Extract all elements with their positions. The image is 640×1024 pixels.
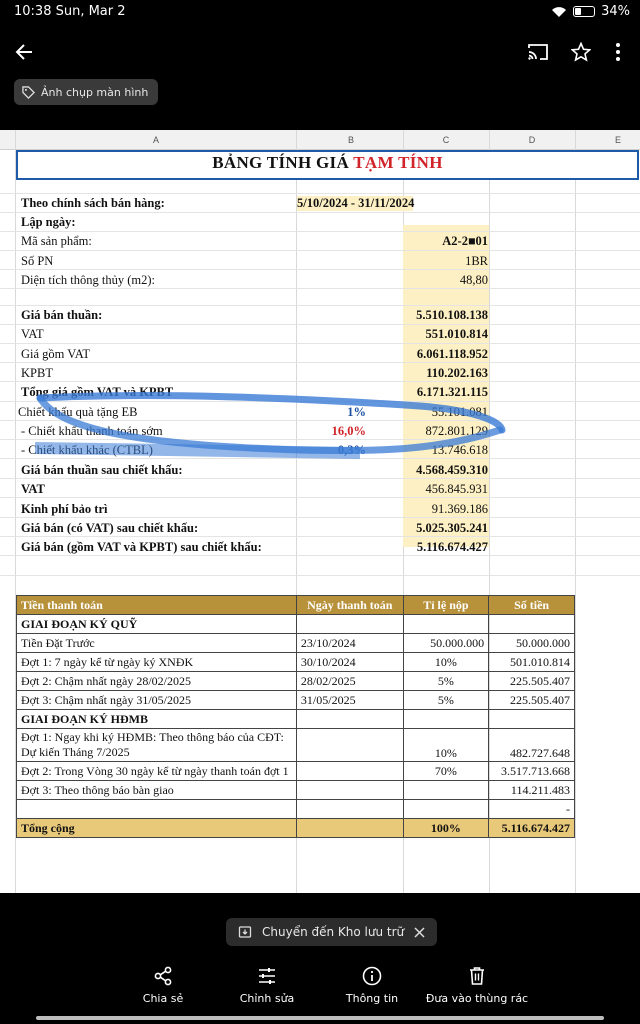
cast-button[interactable]	[524, 38, 552, 66]
status-bar	[0, 0, 640, 26]
phase-deposit-label: GIAI ĐOẠN KÝ QUỸ	[17, 615, 297, 634]
status-time: 10:38 Sun, Mar 2	[14, 4, 126, 19]
table-row	[17, 634, 575, 653]
table-row	[17, 672, 575, 691]
payment-schedule-table	[16, 595, 575, 838]
net-after-discount-label: Giá bán thuần sau chiết khấu:	[21, 463, 183, 477]
payment-date: 28/02/2025	[296, 672, 403, 691]
policy-value: 5/10/2024 - 31/11/2024	[297, 196, 415, 210]
payment-name: Đợt 2: Trong Vòng 30 ngày kể từ ngày thanh toán đợt 1	[17, 762, 297, 781]
maintenance-fee-value: 91.369.186	[431, 502, 488, 516]
payment-date: 23/10/2024	[296, 634, 403, 653]
payment-amount: 482.727.648	[489, 729, 575, 762]
payment-rate: 5%	[403, 691, 489, 710]
bedroom-value: 1BR	[465, 254, 488, 268]
price-vat-after-value: 5.025.305.241	[416, 521, 488, 535]
price-vat-after-label: Giá bán (có VAT) sau chiết khấu:	[21, 521, 199, 535]
other-discount-label: - Chiết khấu khác (CTBL)	[21, 443, 153, 457]
payment-date: 30/10/2024	[296, 653, 403, 672]
bottom-action-bar	[0, 960, 640, 1010]
header-amount: Số tiền	[489, 596, 575, 615]
early-payment-discount-pct: 16,0%	[331, 424, 366, 438]
more-options-button[interactable]	[604, 38, 632, 66]
wifi-icon	[551, 6, 567, 18]
top-app-bar	[0, 30, 640, 74]
area-value: 48,80	[459, 273, 488, 287]
net-after-discount-value: 4.568.459.310	[416, 463, 488, 477]
col-header-c: C	[442, 135, 450, 145]
total-amount: 5.116.674.427	[489, 819, 575, 838]
header-payment: Tiền thanh toán	[17, 596, 297, 615]
table-row	[17, 653, 575, 672]
early-payment-discount-label: - Chiết khấu thanh toán sớm	[21, 424, 163, 438]
table-row	[17, 729, 575, 762]
table-header-row	[17, 596, 575, 615]
payment-amount-dash: -	[489, 800, 575, 819]
price-incl-vat-value: 6.061.118.952	[416, 347, 488, 361]
eb-gift-discount-value: 55.101.081	[431, 405, 488, 419]
final-price-value: 5.116.674.427	[416, 540, 488, 554]
header-date: Ngày thanh toán	[296, 596, 403, 615]
payment-amount: 114.211.483	[489, 781, 575, 800]
area-label: Diện tích thông thủy (m2):	[21, 273, 156, 287]
payment-name: Đợt 2: Chậm nhất ngày 28/02/2025	[17, 672, 297, 691]
star-icon	[571, 42, 591, 62]
product-code-value: A2-2■01	[442, 234, 488, 248]
net-price-value: 5.510.108.138	[416, 308, 488, 322]
screenshot-tag-chip[interactable]	[14, 79, 158, 105]
col-header-a: A	[152, 135, 159, 145]
payment-name: Tiền Đặt Trước	[17, 634, 297, 653]
payment-date: 31/05/2025	[296, 691, 403, 710]
sheet-title: BẢNG TÍNH GIÁ TẠM TÍNH	[212, 153, 443, 172]
net-price-label: Giá bán thuần:	[21, 308, 103, 322]
product-code-label: Mã sản phẩm:	[21, 234, 92, 248]
final-price-label: Giá bán (gồm VAT và KPBT) sau chiết khấu:	[21, 540, 262, 554]
policy-label: Theo chính sách bán hàng:	[21, 196, 165, 210]
created-date-label: Lập ngày:	[21, 215, 76, 229]
favorite-button[interactable]	[567, 38, 595, 66]
other-discount-value: 13.746.618	[431, 443, 488, 457]
kpbt-value: 110.202.163	[426, 366, 488, 380]
edit-label: Chỉnh sửa	[239, 992, 295, 1005]
price-incl-vat-label: Giá gồm VAT	[21, 347, 90, 361]
payment-name: Đợt 3: Theo thông báo bàn giao	[17, 781, 297, 800]
more-vert-icon	[615, 42, 621, 62]
share-label: Chia sẻ	[142, 992, 184, 1005]
payment-rate: 70%	[403, 762, 489, 781]
table-row	[17, 691, 575, 710]
table-row	[17, 762, 575, 781]
early-payment-discount-value: 872.801.129	[425, 424, 488, 438]
table-row	[17, 800, 575, 819]
gesture-bar[interactable]	[36, 1016, 604, 1020]
battery-percent: 34%	[601, 4, 630, 19]
chip-label: Ảnh chụp màn hình	[41, 85, 149, 99]
payment-rate: 50.000.000	[403, 634, 489, 653]
phase-row	[17, 710, 575, 729]
total-price-value: 6.171.321.115	[416, 385, 488, 399]
payment-amount: 3.517.713.668	[489, 762, 575, 781]
total-price-label: Tổng giá gồm VAT và KPBT	[21, 385, 174, 399]
payment-rate: 5%	[403, 672, 489, 691]
other-discount-pct: 0,3%	[337, 443, 366, 457]
trash-button[interactable]	[412, 964, 542, 1005]
header-rate: Tỉ lệ nộp	[403, 596, 489, 615]
payment-name: Đợt 1: Ngay khi ký HĐMB: Theo thông báo của CĐT: Dự kiến Tháng 7/2025	[17, 729, 297, 762]
vat-after-value: 456.845.931	[425, 482, 488, 496]
vat-label: VAT	[21, 327, 44, 341]
archive-icon	[238, 925, 252, 939]
close-icon[interactable]	[414, 927, 425, 938]
payment-amount: 50.000.000	[489, 634, 575, 653]
info-label: Thông tin	[345, 992, 399, 1005]
vat-value: 551.010.814	[425, 327, 488, 341]
info-icon	[362, 966, 382, 986]
eb-gift-discount-label: Chiết khấu quà tặng EB	[18, 405, 138, 419]
table-row	[17, 781, 575, 800]
tag-icon	[22, 86, 35, 99]
arrow-back-icon	[14, 42, 34, 62]
photo-viewer[interactable]	[0, 130, 640, 893]
payment-name: Đợt 1: 7 ngày kể từ ngày ký XNĐK	[17, 653, 297, 672]
vat-after-label: VAT	[21, 482, 45, 496]
bedroom-label: Số PN	[21, 254, 54, 268]
trash-label: Đưa vào thùng rác	[425, 992, 529, 1005]
phase-row	[17, 615, 575, 634]
eb-gift-discount-pct: 1%	[347, 405, 366, 419]
battery-icon	[573, 6, 595, 17]
total-row	[17, 819, 575, 838]
payment-amount: 501.010.814	[489, 653, 575, 672]
edit-sliders-icon	[257, 966, 277, 986]
phase-hdmb-label: GIAI ĐOẠN KÝ HĐMB	[17, 710, 297, 729]
payment-amount: 225.505.407	[489, 672, 575, 691]
total-rate: 100%	[403, 819, 489, 838]
trash-icon	[468, 966, 486, 986]
back-button[interactable]	[10, 38, 38, 66]
payment-amount: 225.505.407	[489, 691, 575, 710]
archive-toast[interactable]	[226, 918, 437, 946]
cast-icon	[527, 43, 549, 61]
share-icon	[153, 966, 173, 986]
maintenance-fee-label: Kinh phí bảo trì	[21, 502, 108, 516]
col-header-b: B	[347, 135, 354, 145]
payment-rate: 10%	[403, 729, 489, 762]
col-header-d: D	[528, 135, 536, 145]
col-header-e: E	[614, 135, 621, 145]
toast-text: Chuyển đến Kho lưu trữ	[262, 925, 405, 939]
kpbt-label: KPBT	[21, 366, 53, 380]
total-label: Tổng cộng	[17, 819, 297, 838]
payment-name: Đợt 3: Chậm nhất ngày 31/05/2025	[17, 691, 297, 710]
payment-rate: 10%	[403, 653, 489, 672]
